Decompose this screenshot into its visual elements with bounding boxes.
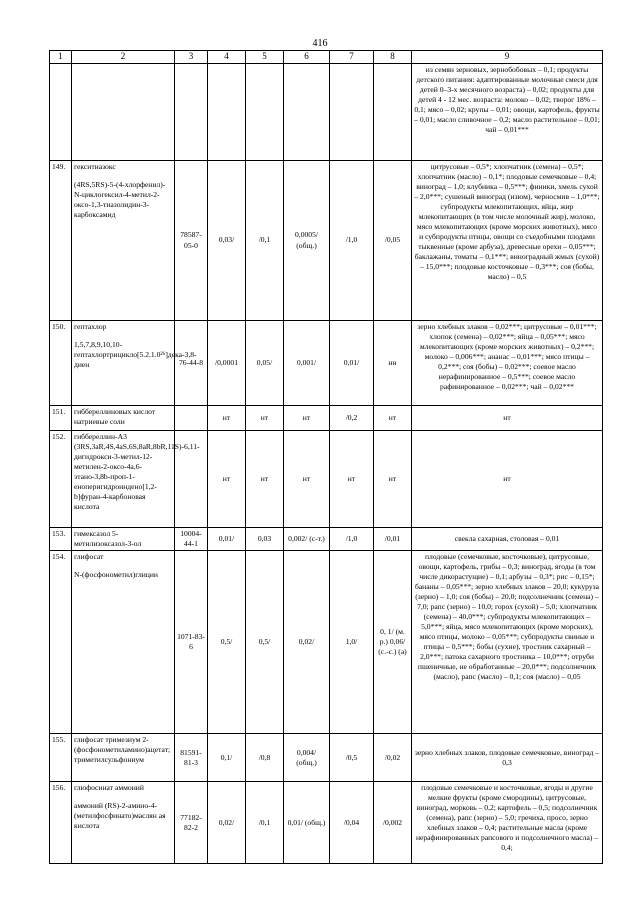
col-header: 8 (374, 51, 412, 64)
value-col6: 0,01/ (общ.) (284, 782, 330, 864)
food-limits: свекла сахарная, столовая – 0,01 (412, 528, 603, 551)
value-col4: 0,01/ (208, 528, 246, 551)
table-row (50, 406, 603, 431)
substance-name: глифосат тримезиум 2-(фосфонометиламино)ацетат; триметилсульфониум (72, 734, 175, 782)
value-col4: 0,1/ (208, 734, 246, 782)
row-number (50, 64, 72, 161)
value-col7: /1,0 (330, 161, 374, 321)
value-col7 (330, 64, 374, 161)
page-number: 416 (312, 38, 328, 49)
value-col4: /0,0001 (208, 321, 246, 406)
value-col6: 0,0005/ (общ.) (284, 161, 330, 321)
substance-name: гекситиазокс (4RS,5RS)-5-(4-хлорфенил)-N-циклогексил-4-метил-2-оксо-1,3-тиазолидин-3-карбоксамид (72, 161, 175, 321)
table-row (50, 321, 603, 406)
value-col4: нт (208, 431, 246, 528)
value-col7: /0,2 (330, 406, 374, 431)
row-number: 151. (50, 406, 72, 431)
value-col5: 0,03 (246, 528, 284, 551)
value-col4: 0,03/ (208, 161, 246, 321)
value-col8: 0, 1/ (м. р.) 0,06/ (с.-с.) (а) (374, 551, 412, 734)
value-col7: 1,0/ (330, 551, 374, 734)
value-col5 (246, 64, 284, 161)
value-col4: 0,02/ (208, 782, 246, 864)
value-col8: нн (374, 321, 412, 406)
food-limits: плодовые (семечковые, косточковые), цитрусовые, овощи, картофель, грибы – 0,3; виноград, ягоды (в том числе дикорастущие) – 0,1; арбузы – 0,3*; рис – 0,15*; бананы – 0,05***; зерно хлебных злаков – 20,0; кукуруза (зерно) – 1,0; соя (бобы) – 20,0; подсолнечник (семена) – 7,0; рапс (зерно) – 10,0; горох (сухой) – 5,0; хлопчатник (семена) – 40,0***; субпродукты млекопитающих – 5,0***; яйца, мясо млекопитающих (кроме морских), мясо птицы, молоко – 0,05***; субпродукты свиные и птицы – 0,5***; бобы (сухие), тростник сахарный – 2,0***; патока сахарного тростника – 10,0***; отруби пшеничные, не обработанные – 20,0***; подсолнечник (масло), рапс (масло) – 0,1; соя (масло) – 0,05 (412, 551, 603, 734)
value-col8 (374, 64, 412, 161)
value-col5: /0,1 (246, 782, 284, 864)
value-col8: /0,01 (374, 528, 412, 551)
header-row (50, 51, 603, 64)
substance-name (72, 64, 175, 161)
cas-number: 10004-44-1 (175, 528, 208, 551)
food-limits: зерно хлебных злаков, плодовые семечковые, виноград – 0,3 (412, 734, 603, 782)
col-header: 4 (208, 51, 246, 64)
value-col6: 0,002/ (с-т.) (284, 528, 330, 551)
row-number: 154. (50, 551, 72, 734)
value-col4 (208, 64, 246, 161)
substance-name: гиббереллиновых кислот натриевые соли (72, 406, 175, 431)
col-header: 1 (50, 51, 72, 64)
value-col6 (284, 64, 330, 161)
food-limits: нт (412, 406, 603, 431)
table-row (50, 161, 603, 321)
substance-name: глифосат N-(фосфонометил)глицин (72, 551, 175, 734)
col-header: 5 (246, 51, 284, 64)
value-col7: /1,0 (330, 528, 374, 551)
regulation-table (49, 50, 603, 864)
value-col7: /0,5 (330, 734, 374, 782)
value-col6: нт (284, 431, 330, 528)
value-col6: 0,004/ (общ.) (284, 734, 330, 782)
chemical-name: 1,5,7,8,9,10,10-гептахлортрицикло[5.2.1.0²⁶]дека-3,8-диен (74, 340, 197, 370)
food-limits: нт (412, 431, 603, 528)
value-col5: 0,5/ (246, 551, 284, 734)
value-col5: /0,1 (246, 161, 284, 321)
value-col8: /0,02 (374, 734, 412, 782)
cas-number (175, 64, 208, 161)
col-header: 6 (284, 51, 330, 64)
table-row (50, 431, 603, 528)
food-limits: зерно хлебных злаков – 0,02***; цитрусовые – 0,01***; хлопок (семена) – 0,02***; яйца – 0,05***; мясо млекопитающих (кроме морских животных) – 0,2***; молоко – 0,006***; ананас – 0,01***; мясо птицы – 0,2***; соя (бобы) – 0,02***; соевое масло нерафинированное – 0,5***; соевое масло рафинированное – 0,02***; чай – 0,02*** (412, 321, 603, 406)
food-limits: из семян зерновых, зернобобовых – 0,1; продукты детского питания: адаптированные молочные смеси для детей 0–3-х месячного возраста) – 0,02; продукты для детей 4 - 12 мес. возраста: молоко – 0,02; творог 18% – 0,1; мясо – 0,02; крупы – 0,01; овощи, картофель, фрукты – 0,01; масло сливочное – 0,2; масло растительное – 0,01; чай – 0,01*** (412, 64, 603, 161)
cas-number: 81591-81-3 (175, 734, 208, 782)
row-number: 150. (50, 321, 72, 406)
cas-number: 77182-82-2 (175, 782, 208, 864)
substance-name: гептахлор 1,5,7,8,9,10,10-гептахлортрицикло[5.2.1.0²⁶]дека-3,8-диен (72, 321, 175, 406)
table-row (50, 528, 603, 551)
chemical-name: (4RS,5RS)-5-(4-хлорфенил)-N-циклогексил-4-метил-2-оксо-1,3-тиазолидин-3-карбоксамид (74, 180, 166, 220)
value-col5: нт (246, 406, 284, 431)
table-row (50, 551, 603, 734)
substance-name: глюфосинат аммоний аммоний (RS)-2-амино-4-(метилфосфинато)маслян ая кислота (72, 782, 175, 864)
food-limits: плодовые семечковые и косточковые, ягоды и другие мелкие фрукты (кроме смородины), цитрусовые, виноград, морковь – 0,2; картофель – 0,5; подсолнечник (семена), рапс (зерно) – 5,0; гречиха, просо, зерно хлебных злаков – 0,4; растительные масла (кроме нерафинированных рапсового и подсолнечного масла) – 0,4; (412, 782, 603, 864)
value-col7: 0,01/ (330, 321, 374, 406)
value-col6: нт (284, 406, 330, 431)
cas-number: 1071-83-6 (175, 551, 208, 734)
row-number: 149. (50, 161, 72, 321)
value-col6: 0,02/ (284, 551, 330, 734)
value-col5: нт (246, 431, 284, 528)
cas-number: 76-44-8 (175, 321, 208, 406)
substance-name: гиббереллин-А3 (3RS,3aR,4S,4aS,6S,8aR,8bR,11S)-6,11-дигидрокси-3-метил-12-метилен-2-оксо-4a,6-этано-3,8b-проп-1-еноперигидроиндено[1,2-b]фуран-4-карбоновая кислота (72, 431, 175, 528)
value-col4: 0,5/ (208, 551, 246, 734)
value-col5: 0,05/ (246, 321, 284, 406)
cas-number (175, 406, 208, 431)
chemical-name: N-(фосфонометил)глицин (74, 570, 158, 580)
table-row (50, 734, 603, 782)
value-col8: нт (374, 406, 412, 431)
row-number: 155. (50, 734, 72, 782)
value-col7: /0,04 (330, 782, 374, 864)
row-number: 156. (50, 782, 72, 864)
value-col7: нт (330, 431, 374, 528)
table-row (50, 782, 603, 864)
table-row (50, 64, 603, 161)
value-col5: /0,8 (246, 734, 284, 782)
row-number: 153. (50, 528, 72, 551)
chemical-name: аммоний (RS)-2-амино-4-(метилфосфинато)маслян ая кислота (74, 801, 166, 831)
col-header: 2 (72, 51, 175, 64)
value-col6: 0,001/ (284, 321, 330, 406)
value-col8: /0,05 (374, 161, 412, 321)
substance-name: гимексазол 5-метилизоксазол-3-ол (72, 528, 175, 551)
value-col4: нт (208, 406, 246, 431)
col-header: 9 (412, 51, 603, 64)
col-header: 3 (175, 51, 208, 64)
row-number: 152. (50, 431, 72, 528)
cas-number: 78587-05-0 (175, 161, 208, 321)
food-limits: цитрусовые – 0,5*; хлопчатник (семена) – 0,5*; хлопчатник (масло) – 0,1*; плодовые семечковые – 0,4; виноград – 1,0; клубника – 0,5***; финики, хмель сухой – 2,0***; сушеный виноград (изюм), черносмив – 1,0***; субпродукты млекопитающих, яйца, жир млекопитающих (в том числе молочный жир), молоко, мясо млекопитающих (кроме морских животных), мясо и субпродукты птицы, овощи со съедобными плодами тыквенные (кроме арбуза), древесные орехи – 0,05***; баклажаны, томаты – 0,1***; виноградный жмых (сухой) – 15,0***; плодовые косточковые – 0,3***; соя (бобы, масло) – 0,5 (412, 161, 603, 321)
value-col8: /0,002 (374, 782, 412, 864)
value-col8: нт (374, 431, 412, 528)
col-header: 7 (330, 51, 374, 64)
